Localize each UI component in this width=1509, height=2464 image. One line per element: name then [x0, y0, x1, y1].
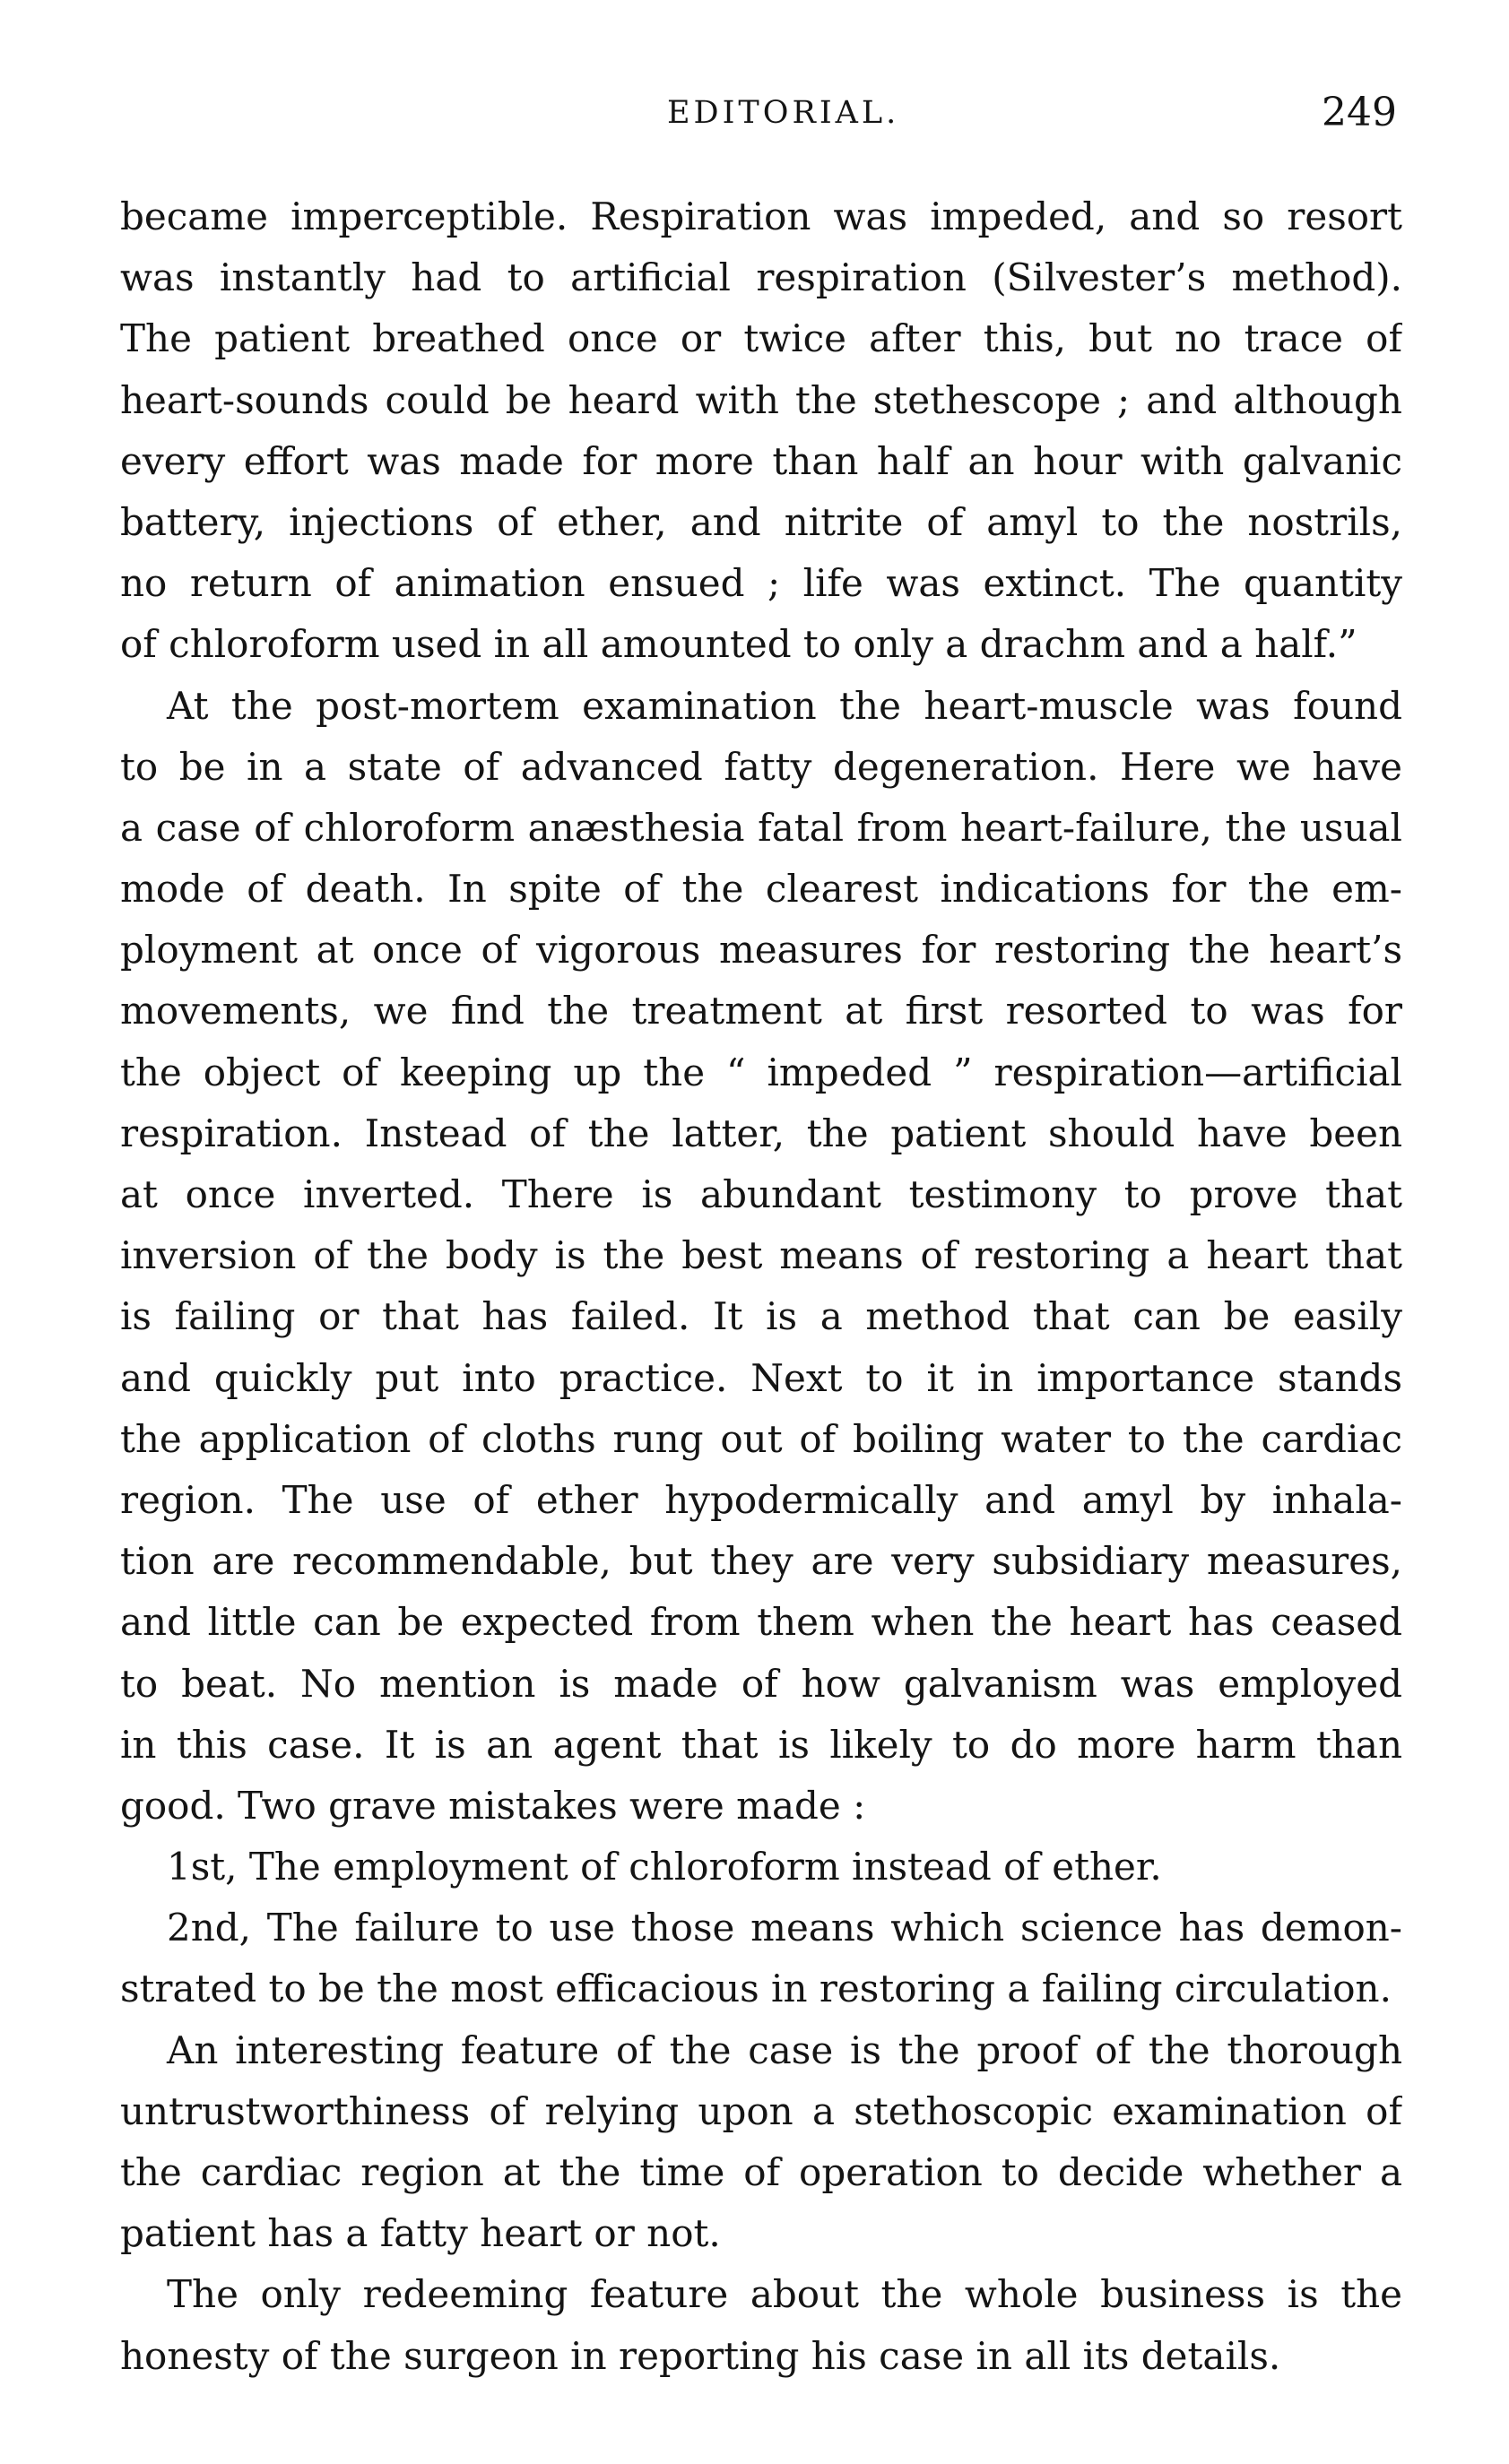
- page-header: [120, 90, 1402, 143]
- text-line: patient has a fatty heart or not.: [120, 2211, 721, 2256]
- text-line: untrustworthiness of relying upon a stethoscopic examination of: [120, 2088, 1402, 2133]
- text-line: a case of chloroform anæsthesia fatal from heart-failure, the usual: [120, 805, 1402, 850]
- text-line: and quickly put into practice. Next to it in importance stands: [120, 1355, 1402, 1400]
- text-line: region. The use of ether hypodermically and amyl by inhala-: [120, 1477, 1402, 1522]
- text-line: mode of death. In spite of the clearest indications for the em-: [120, 867, 1402, 912]
- text-line: respiration. Instead of the latter, the patient should have been: [120, 1111, 1402, 1155]
- text-line: the application of cloths rung out of boiling water to the cardiac: [120, 1416, 1402, 1461]
- text-line: of chloroform used in all amounted to only a drachm and a half.”: [120, 622, 1357, 667]
- text-line: no return of animation ensued ; life was extinct. The quantity: [120, 561, 1402, 606]
- text-line: 1st, The employment of chloroform instead of ether.: [167, 1845, 1162, 1889]
- text-line: to beat. No mention is made of how galvanism was employed: [120, 1661, 1402, 1706]
- text-line: 2nd, The failure to use those means which science has demon-: [167, 1906, 1402, 1950]
- text-line: battery, injections of ether, and nitrite of amyl to the nostrils,: [120, 499, 1402, 544]
- text-line: movements, we find the treatment at first resorted to was for: [120, 989, 1402, 1033]
- text-line: ployment at once of vigorous measures for restoring the heart’s: [120, 928, 1402, 973]
- text-line: The only redeeming feature about the whole business is the: [167, 2272, 1402, 2317]
- text-line: every effort was made for more than half an hour with galvanic: [120, 438, 1402, 483]
- text-line: to be in a state of advanced fatty degeneration. Here we have: [120, 744, 1402, 789]
- text-line: honesty of the surgeon in reporting his case in all its details.: [120, 2333, 1281, 2378]
- text-line: heart-sounds could be heard with the stethescope ; and although: [120, 377, 1402, 422]
- text-line: An interesting feature of the case is the proof of the thorough: [167, 2027, 1402, 2072]
- text-line: the object of keeping up the “ impeded ” respiration—artificial: [120, 1050, 1402, 1094]
- text-line: in this case. It is an agent that is likely to do more harm than: [120, 1722, 1402, 1767]
- running-head: EDITORIAL.: [667, 95, 900, 131]
- text-line: the cardiac region at the time of operation to decide whether a: [120, 2150, 1402, 2194]
- text-line: was instantly had to artificial respiration (Silvester’s method).: [120, 255, 1402, 300]
- text-line: tion are recommendable, but they are very subsidiary measures,: [120, 1539, 1402, 1584]
- page-number: 249: [1322, 90, 1397, 135]
- text-line: At the post-mortem examination the heart-muscle was found: [167, 683, 1402, 728]
- text-line: is failing or that has failed. It is a method that can be easily: [120, 1294, 1402, 1339]
- text-line: inversion of the body is the best means of restoring a heart that: [120, 1233, 1402, 1278]
- text-line: and little can be expected from them when the heart has ceased: [120, 1600, 1402, 1645]
- text-line: became imperceptible. Respiration was impeded, and so resort: [120, 195, 1402, 238]
- text-line: The patient breathed once or twice after this, but no trace of: [120, 316, 1402, 361]
- text-line: good. Two grave mistakes were made :: [120, 1783, 866, 1828]
- text-line: at once inverted. There is abundant testimony to prove that: [120, 1172, 1402, 1216]
- editorial-body-text: [120, 186, 1402, 2387]
- text-line: strated to be the most efficacious in restoring a failing circulation.: [120, 1967, 1392, 2011]
